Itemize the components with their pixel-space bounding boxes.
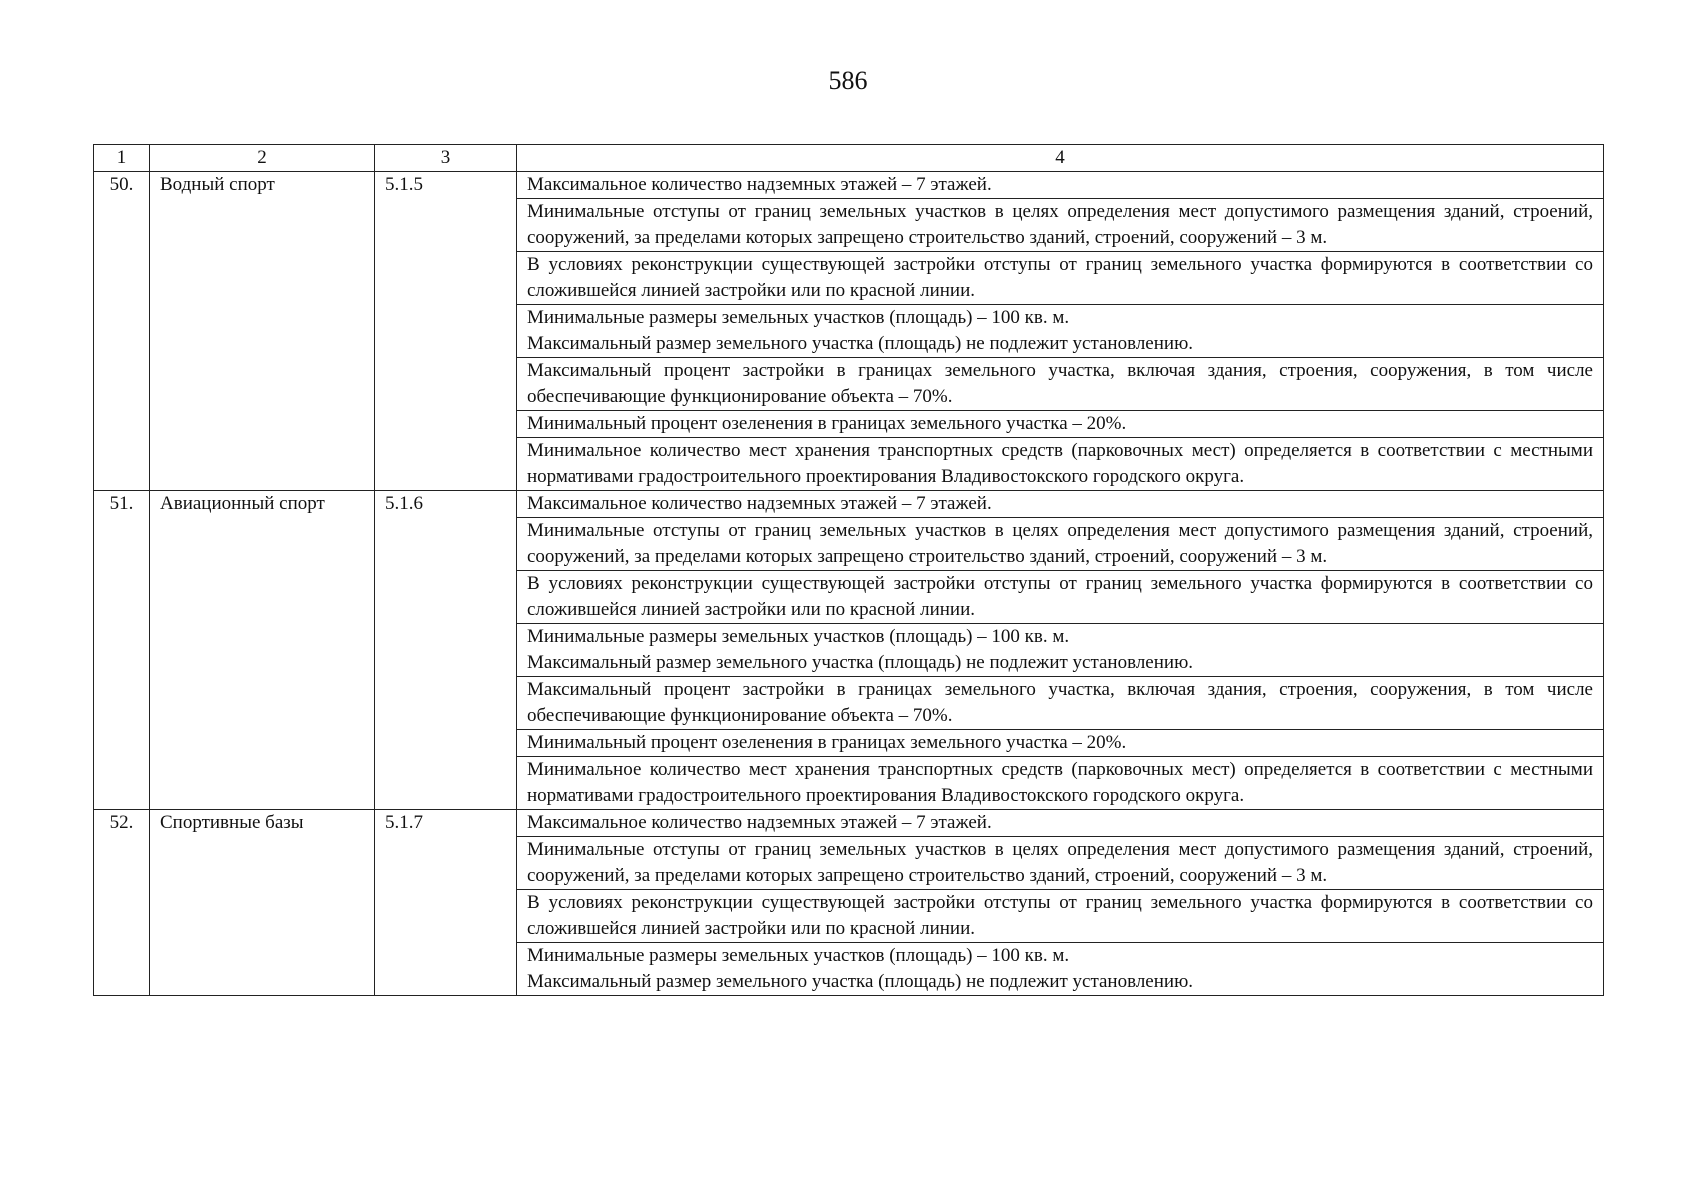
land-use-code: 5.1.5 [375,172,517,491]
land-use-code: 5.1.7 [375,810,517,996]
parameter-text: Минимальное количество мест хранения транспортных средств (парковочных мест) определяется в соответствии с местными нормативами градостроительного проектирования Владивостокского городского округа. [517,757,1604,810]
column-header: 1 [94,145,150,172]
parameter-text: Максимальный процент застройки в границах земельного участка, включая здания, строения, сооружения, в том числе обеспечивающие функционирование объекта – 70%. [517,358,1604,411]
land-use-type: Спортивные базы [150,810,375,996]
column-header: 2 [150,145,375,172]
parameter-text: Минимальные отступы от границ земельных участков в целях определения мест допустимого размещения зданий, строений, сооружений, за пределами которых запрещено строительство зданий, строений, сооружений – 3 м. [517,518,1604,571]
row-number: 52. [94,810,150,996]
land-use-type: Водный спорт [150,172,375,491]
land-use-type: Авиационный спорт [150,491,375,810]
column-header: 4 [517,145,1604,172]
parameter-text: Минимальные размеры земельных участков (площадь) – 100 кв. м. Максимальный размер земельного участка (площадь) не подлежит установлению. [517,305,1604,358]
parameter-text: Максимальное количество надземных этажей – 7 этажей. [517,491,1604,518]
row-number: 51. [94,491,150,810]
row-number: 50. [94,172,150,491]
parameter-text: Максимальное количество надземных этажей – 7 этажей. [517,172,1604,199]
land-use-code: 5.1.6 [375,491,517,810]
parameter-text: Минимальный процент озеленения в границах земельного участка – 20%. [517,411,1604,438]
parameter-text: Минимальные отступы от границ земельных участков в целях определения мест допустимого размещения зданий, строений, сооружений, за пределами которых запрещено строительство зданий, строений, сооружений – 3 м. [517,837,1604,890]
parameter-text: Максимальный процент застройки в границах земельного участка, включая здания, строения, сооружения, в том числе обеспечивающие функционирование объекта – 70%. [517,677,1604,730]
table-row [94,172,1604,199]
parameter-text: Минимальные размеры земельных участков (площадь) – 100 кв. м. Максимальный размер земельного участка (площадь) не подлежит установлению. [517,624,1604,677]
parameter-text: Максимальное количество надземных этажей – 7 этажей. [517,810,1604,837]
parameter-text: Минимальный процент озеленения в границах земельного участка – 20%. [517,730,1604,757]
parameter-text: В условиях реконструкции существующей застройки отступы от границ земельного участка формируются в соответствии со сложившейся линией застройки или по красной линии. [517,571,1604,624]
parameter-text: В условиях реконструкции существующей застройки отступы от границ земельного участка формируются в соответствии со сложившейся линией застройки или по красной линии. [517,252,1604,305]
table-row [94,810,1604,837]
table-header-row [94,145,1604,172]
regulations-table [93,144,1604,996]
column-header: 3 [375,145,517,172]
parameter-text: Минимальные размеры земельных участков (площадь) – 100 кв. м. Максимальный размер земельного участка (площадь) не подлежит установлению. [517,943,1604,996]
table-row [94,491,1604,518]
page-number: 586 [828,66,868,95]
parameter-text: Минимальное количество мест хранения транспортных средств (парковочных мест) определяется в соответствии с местными нормативами градостроительного проектирования Владивостокского городского округа. [517,438,1604,491]
parameter-text: Минимальные отступы от границ земельных участков в целях определения мест допустимого размещения зданий, строений, сооружений, за пределами которых запрещено строительство зданий, строений, сооружений – 3 м. [517,199,1604,252]
parameter-text: В условиях реконструкции существующей застройки отступы от границ земельного участка формируются в соответствии со сложившейся линией застройки или по красной линии. [517,890,1604,943]
